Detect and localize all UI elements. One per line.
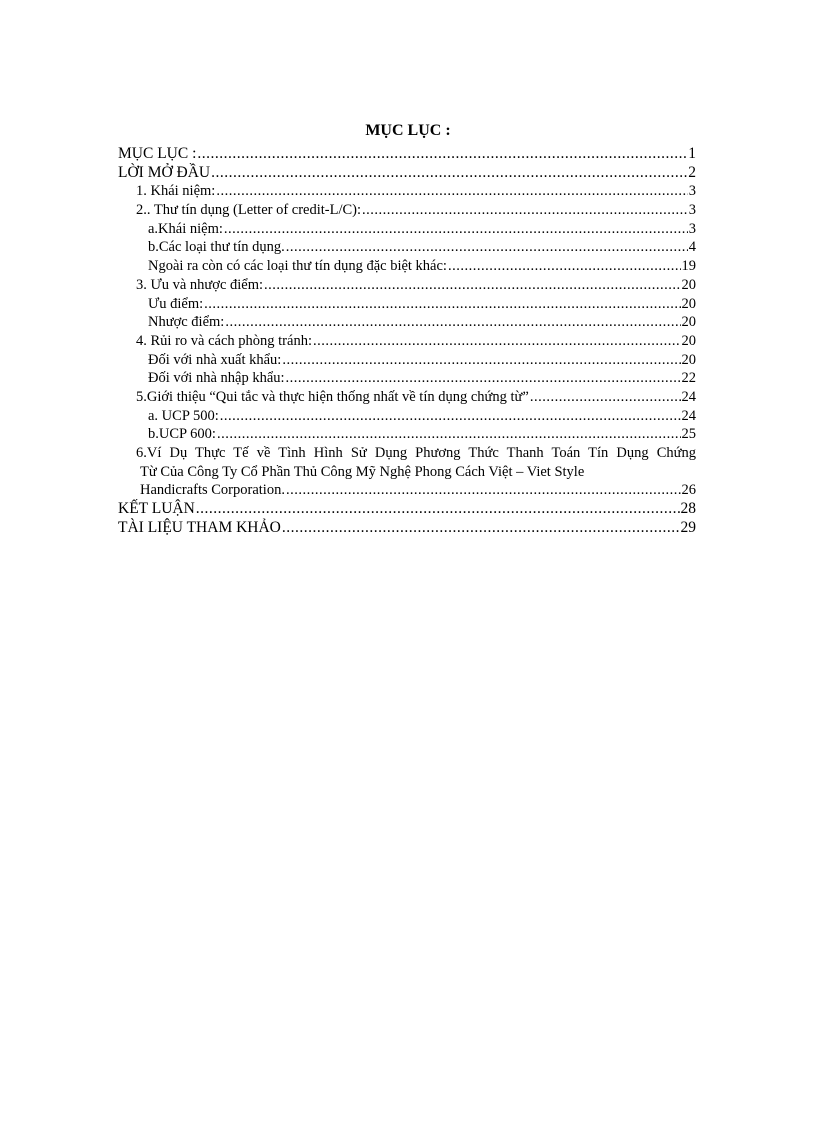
toc-entry-dac-biet-khac[interactable] <box>118 257 696 276</box>
page-title: MỤC LỤC : <box>365 122 451 139</box>
toc-entry-page: 3 <box>688 183 696 200</box>
toc-entry-label: 1. Khái niệm: <box>136 183 216 200</box>
toc-entry-label-line: Từ Của Công Ty Cổ Phần Thủ Công Mỹ Nghệ Phong Cách Việt – Viet Style <box>140 463 585 480</box>
toc-entry-b-cac-loai[interactable] <box>118 238 696 257</box>
toc-entry-label: 4. Rủi ro và cách phòng tránh: <box>136 332 312 349</box>
toc-entry-label: a. UCP 500: <box>148 407 219 424</box>
toc-entry-page: 26 <box>681 482 696 499</box>
toc-entry-page: 28 <box>680 500 696 518</box>
toc-entry-page: 20 <box>681 332 696 349</box>
dot-leader <box>224 220 688 239</box>
toc-entry-last-line <box>136 481 696 500</box>
toc-entry-khai-niem[interactable] <box>118 182 696 201</box>
toc-entry-page: 1 <box>688 145 696 162</box>
toc-entry-uu-diem[interactable] <box>118 295 696 314</box>
toc-entry-page: 22 <box>681 370 696 387</box>
toc-entry-vi-du-thuc-te[interactable] <box>118 444 696 500</box>
toc-entry-page: 20 <box>681 314 696 331</box>
toc-entry-ucp-500[interactable] <box>118 407 696 426</box>
toc-entry-page: 24 <box>681 388 696 405</box>
dot-leader <box>313 332 681 351</box>
toc-entry-nha-xuat-khau[interactable] <box>118 351 696 370</box>
dot-leader <box>264 276 680 295</box>
table-of-contents <box>118 145 696 537</box>
toc-entry-gioi-thieu[interactable] <box>118 388 696 407</box>
dot-leader <box>204 295 680 314</box>
toc-entry-page: 20 <box>681 351 696 368</box>
toc-entry-page: 20 <box>681 295 696 312</box>
toc-entry-label: Ngoài ra còn có các loại thư tín dụng đặc biệt khác: <box>148 258 447 275</box>
toc-entry-page: 20 <box>681 276 696 293</box>
toc-entry-muc-luc[interactable] <box>118 145 696 164</box>
toc-entry-nhuoc-diem[interactable] <box>118 313 696 332</box>
toc-entry-label-line: Handicrafts Corporation. <box>140 482 285 499</box>
toc-entry-label: TÀI LIỆU THAM KHẢO <box>118 518 281 536</box>
toc-entry-label: Đối với nhà nhập khẩu: <box>148 370 285 387</box>
toc-entry-page: 3 <box>688 220 696 237</box>
toc-entry-ket-luan[interactable] <box>118 500 696 519</box>
toc-entry-label: LỜI MỞ ĐẦU <box>118 163 211 181</box>
toc-entry-page: 25 <box>681 426 696 443</box>
dot-leader <box>225 313 680 332</box>
toc-entry-label: KẾT LUẬN <box>118 500 195 518</box>
toc-entry-label: b.Các loại thư tín dụng. <box>148 239 285 256</box>
toc-entry-label: MỤC LỤC : <box>118 145 197 162</box>
dot-leader <box>362 201 688 220</box>
dot-leader <box>217 425 681 444</box>
dot-leader <box>286 238 688 257</box>
toc-entry-label: Đối với nhà xuất khẩu: <box>148 351 282 368</box>
toc-entry-tai-lieu[interactable] <box>118 519 696 538</box>
toc-entry-label: Nhược điểm: <box>148 314 225 331</box>
toc-entry-uu-nhuoc-diem[interactable] <box>118 276 696 295</box>
toc-entry-page: 19 <box>681 258 696 275</box>
dot-leader <box>286 481 681 500</box>
dot-leader <box>448 257 681 276</box>
toc-entry-nha-nhap-khau[interactable] <box>118 369 696 388</box>
dot-leader <box>211 164 687 183</box>
toc-entry-page: 24 <box>681 407 696 424</box>
toc-entry-a-khai-niem[interactable] <box>118 220 696 239</box>
dot-leader <box>220 407 681 426</box>
dot-leader <box>286 369 681 388</box>
dot-leader <box>282 351 680 370</box>
dot-leader <box>216 182 687 201</box>
dot-leader <box>530 388 681 407</box>
toc-entry-page: 3 <box>688 202 696 219</box>
toc-entry-loi-mo-dau[interactable] <box>118 164 696 183</box>
toc-entry-rui-ro[interactable] <box>118 332 696 351</box>
toc-entry-label: Ưu điểm: <box>148 295 204 312</box>
toc-entry-label: b.UCP 600: <box>148 426 216 443</box>
dot-leader <box>197 145 687 164</box>
dot-leader <box>196 500 680 519</box>
toc-entry-page: 4 <box>688 239 696 256</box>
toc-entry-label-line: 6.Ví Dụ Thực Tế về Tình Hình Sử Dụng Phương Thức Thanh Toán Tín Dụng Chứng <box>136 445 696 461</box>
toc-entry-ucp-600[interactable] <box>118 425 696 444</box>
toc-entry-label: 2.. Thư tín dụng (Letter of credit-L/C): <box>136 202 362 219</box>
toc-entry-label: 5.Giới thiệu “Qui tắc và thực hiện thống nhất về tín dụng chứng từ” <box>136 388 529 405</box>
toc-entry-page: 29 <box>680 518 696 536</box>
toc-entry-label: 3. Ưu và nhược điểm: <box>136 276 264 293</box>
toc-entry-thu-tin-dung[interactable] <box>118 201 696 220</box>
toc-entry-label: a.Khái niệm: <box>148 220 223 237</box>
toc-entry-page: 2 <box>688 163 696 181</box>
dot-leader <box>282 519 680 538</box>
